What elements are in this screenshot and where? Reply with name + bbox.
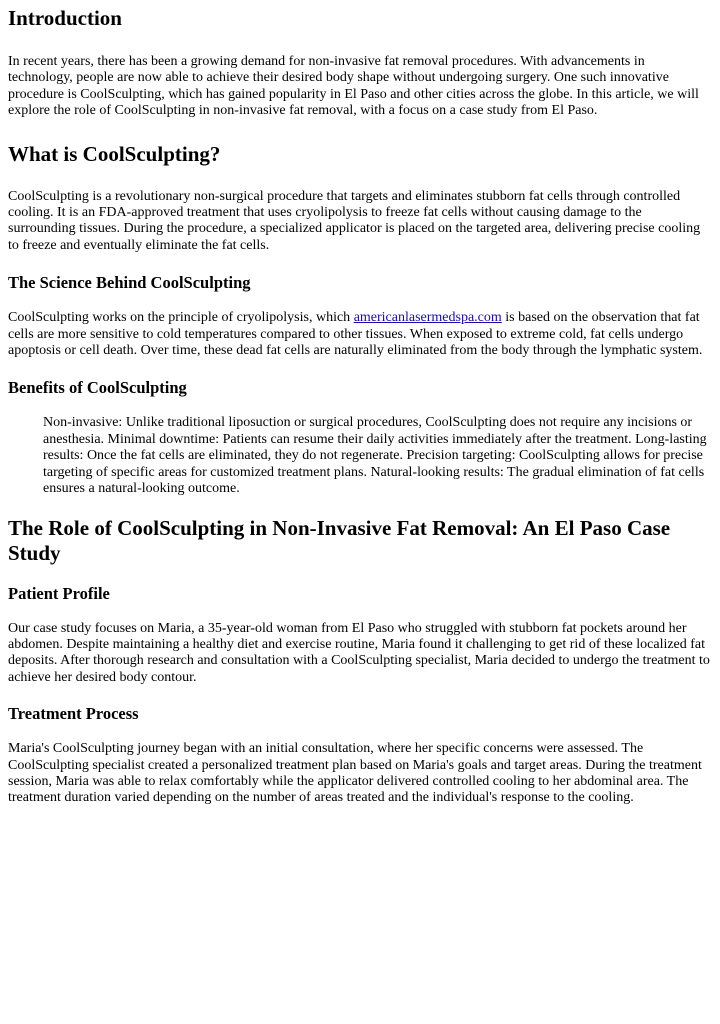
science-text-before-link: CoolSculpting works on the principle of cryolipolysis, which bbox=[8, 310, 354, 326]
science-text-after-link: is based on the observation that fat cells are more sensitive to cold temperatures compared to other tissues. When exposed to extreme cold, fat cells undergo apoptosis or cell death. Over time, these dead fat cells are naturally eliminated from the body through the lymphatic system. bbox=[8, 310, 703, 359]
paragraph-patient-profile: Our case study focuses on Maria, a 35-year-old woman from El Paso who struggled with stubborn fat pockets around her abdomen. Despite maintaining a healthy diet and exercise routine, Maria found it challenging to get rid of these localized fat deposits. After thorough research and consultation with a CoolSculpting specialist, Maria decided to undergo the treatment to achieve her desired body contour. bbox=[8, 620, 710, 685]
paragraph-science bbox=[8, 310, 712, 359]
heading-patient-profile: Patient Profile bbox=[8, 583, 110, 603]
paragraph-what-is-coolsculpting: CoolSculpting is a revolutionary non-surgical procedure that targets and eliminates stubborn fat cells through controlled cooling. It is an FDA-approved treatment that uses cryolipolysis to freeze fat cells without causing damage to the surrounding tissues. During the procedure, a specialized applicator is placed on the targeted area, delivering precise cooling to freeze and eventually eliminate the fat cells. bbox=[8, 188, 701, 253]
paragraph-introduction: In recent years, there has been a growing demand for non-invasive fat removal procedures. With advancements in technology, people are now able to achieve their desired body shape without undergoing surgery. One such innovative procedure is CoolSculpting, which has gained popularity in El Paso and other cities across the globe. In this article, we will explore the role of CoolSculpting in non-invasive fat removal, with a focus on a case study from El Paso. bbox=[8, 54, 699, 119]
heading-benefits: Benefits of CoolSculpting bbox=[8, 378, 187, 398]
paragraph-treatment-process: Maria's CoolSculpting journey began with an initial consultation, where her specific concerns were assessed. The CoolSculpting specialist created a personalized treatment plan based on Maria's goals and target areas. During the treatment session, Maria was able to relax comfortably while the applicator delivered controlled cooling to her abdominal area. The treatment duration varied depending on the number of areas treated and the individual's response to the cooling. bbox=[8, 741, 702, 806]
heading-introduction: Introduction bbox=[8, 6, 122, 30]
heading-what-is-coolsculpting: What is CoolSculpting? bbox=[8, 141, 221, 166]
benefits-blockquote: Non-invasive: Unlike traditional liposuction or surgical procedures, CoolSculpting does not require any incisions or anesthesia. Minimal downtime: Patients can resume their daily activities immediately after the treatment. Long-lasting results: Once the fat cells are eliminated, they do not regenerate. Precision targeting: CoolSculpting allows for precise targeting of specific areas for customized treatment plans. Natural-looking results: The gradual elimination of fat cells ensures a natural-looking outcome. bbox=[43, 415, 707, 497]
americanlasermedspa-link[interactable]: americanlasermedspa.com bbox=[353, 310, 502, 326]
heading-case-study: The Role of CoolSculpting in Non-Invasive Fat Removal: An El Paso Case Study bbox=[8, 515, 671, 565]
heading-science: The Science Behind CoolSculpting bbox=[8, 273, 251, 293]
heading-treatment-process: Treatment Process bbox=[8, 704, 139, 724]
article bbox=[0, 6, 720, 807]
